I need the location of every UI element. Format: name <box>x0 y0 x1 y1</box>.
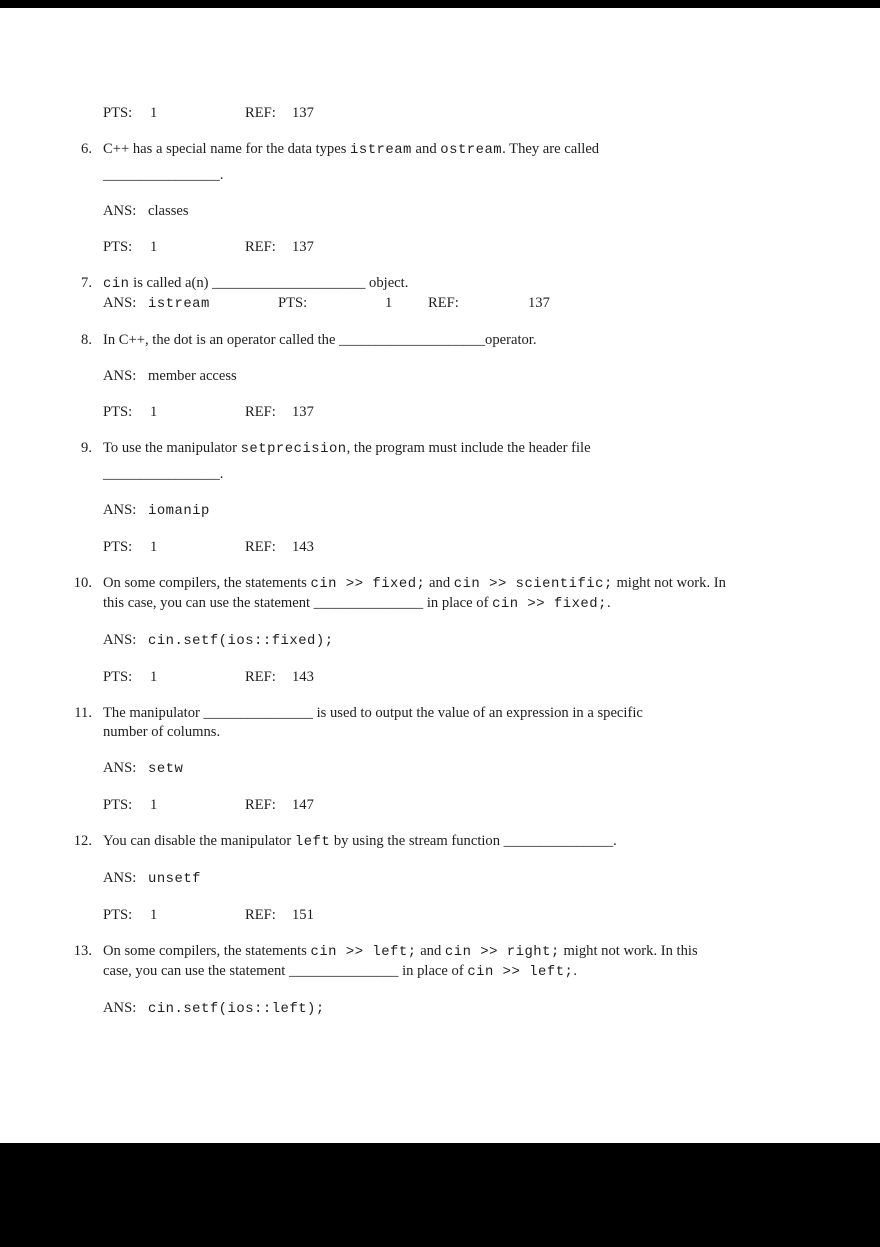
code-text-segment: cin >> left; <box>467 964 574 980</box>
code-text-segment: cin >> fixed; <box>492 596 607 612</box>
answer-value: setw <box>148 761 184 777</box>
answer-label: ANS: <box>103 502 137 518</box>
question-text-segment: number of columns. <box>103 724 221 740</box>
question-text-line <box>103 465 840 484</box>
ref-label: REF: <box>245 669 276 685</box>
question-text-line <box>103 140 840 160</box>
question-item <box>73 574 840 614</box>
question-text-segment: . <box>573 963 578 979</box>
question-text-segment: The manipulator _______________ is used to output the value of an expression in a specific <box>103 705 643 721</box>
question-text-segment: this case, you can use the statement _______________ in place of <box>103 595 493 611</box>
question-item <box>74 704 840 742</box>
answer-line <box>103 999 840 1019</box>
question-text-line <box>103 574 840 594</box>
ref-value: 147 <box>292 797 314 813</box>
ref-label: REF: <box>245 105 276 121</box>
pts-ref-line <box>103 796 840 815</box>
letterbox-bottom <box>0 1143 880 1247</box>
question-number: 11. <box>74 705 92 721</box>
question-text-segment: case, you can use the statement _______________ in place of <box>103 963 468 979</box>
question-text-line <box>103 942 840 962</box>
pts-value: 1 <box>150 907 158 923</box>
letterbox-top <box>0 0 880 8</box>
pts-value: 1 <box>385 295 393 311</box>
question-text-segment: by using the stream function _______________. <box>330 833 617 849</box>
answer-line <box>103 869 840 889</box>
ref-value: 143 <box>292 539 314 555</box>
question-item <box>73 832 840 852</box>
ref-label: REF: <box>245 907 276 923</box>
question-text-segment: ________________. <box>103 466 224 482</box>
ref-label: REF: <box>428 295 459 311</box>
code-text-segment: cin >> left; <box>310 944 417 960</box>
answer-value: classes <box>148 203 189 219</box>
question-text-segment: might not work. In this <box>559 943 698 959</box>
question-item <box>81 331 840 350</box>
pts-label: PTS: <box>278 295 308 311</box>
question-text-segment: and <box>416 943 445 959</box>
ref-value: 137 <box>292 105 314 121</box>
question-text-segment: and <box>411 141 441 157</box>
pts-label: PTS: <box>103 404 133 420</box>
code-text-segment: ostream <box>440 142 503 158</box>
question-text-segment: On some compilers, the statements <box>103 943 311 959</box>
pts-label: PTS: <box>103 669 133 685</box>
question-number: 9. <box>81 440 92 456</box>
question-text-line <box>103 704 840 723</box>
answer-line <box>103 631 840 651</box>
ref-value: 151 <box>292 907 314 923</box>
question-text-segment: . <box>606 595 611 611</box>
answer-label: ANS: <box>103 760 137 776</box>
question-number: 8. <box>81 332 92 348</box>
question-item <box>81 274 840 294</box>
answer-label: ANS: <box>103 368 137 384</box>
ref-label: REF: <box>245 797 276 813</box>
question-text-segment: C++ has a special name for the data types <box>103 141 351 157</box>
question-text-line <box>103 962 840 982</box>
answer-value: istream <box>148 296 210 312</box>
question-item <box>81 439 840 484</box>
question-text-line <box>103 166 840 185</box>
answer-value: iomanip <box>148 503 210 519</box>
code-text-segment: left <box>294 834 331 850</box>
answer-label: ANS: <box>103 632 137 648</box>
answer-label: ANS: <box>103 1000 137 1016</box>
question-text-segment: To use the manipulator <box>103 440 241 456</box>
answer-value: cin.setf(ios::left); <box>148 1001 325 1017</box>
answer-line <box>103 501 840 521</box>
ref-value: 137 <box>292 404 314 420</box>
ref-label: REF: <box>245 239 276 255</box>
pts-ref-line <box>103 403 840 422</box>
code-text-segment: cin >> fixed; <box>310 576 426 592</box>
pts-ref-line <box>103 668 840 687</box>
question-text-segment: might not work. In <box>612 575 726 591</box>
code-text-segment: cin <box>103 276 130 292</box>
ref-value: 137 <box>292 239 314 255</box>
pts-value: 1 <box>150 669 158 685</box>
code-text-segment: setprecision <box>240 441 347 457</box>
question-item <box>73 942 840 982</box>
code-text-segment: istream <box>350 142 412 158</box>
answer-value: unsetf <box>148 871 202 887</box>
ref-value: 143 <box>292 669 314 685</box>
question-item <box>81 140 840 185</box>
pts-ref-line <box>103 104 840 123</box>
question-text-segment: ________________. <box>103 167 224 183</box>
question-text-segment: On some compilers, the statements <box>103 575 311 591</box>
answer-value: member access <box>148 368 237 384</box>
question-number: 12. <box>73 833 92 849</box>
question-text-line <box>103 439 840 459</box>
pts-label: PTS: <box>103 539 133 555</box>
question-text-line <box>103 594 840 614</box>
ref-value: 137 <box>528 295 550 311</box>
question-text-line <box>103 274 840 294</box>
pts-ref-line <box>103 538 840 557</box>
question-text-segment: You can disable the manipulator <box>103 833 295 849</box>
pts-value: 1 <box>150 797 158 813</box>
question-number: 7. <box>81 275 92 291</box>
answer-label: ANS: <box>103 870 137 886</box>
pts-ref-line <box>103 906 840 925</box>
pts-value: 1 <box>150 539 158 555</box>
answer-line <box>103 367 840 386</box>
pts-value: 1 <box>150 239 158 255</box>
document-content <box>0 8 880 1019</box>
question-number: 10. <box>73 575 92 591</box>
question-number: 6. <box>81 141 92 157</box>
answer-pts-ref-line <box>103 294 840 314</box>
pts-value: 1 <box>150 105 158 121</box>
answer-line <box>103 202 840 221</box>
pts-label: PTS: <box>103 105 133 121</box>
question-text-line <box>103 331 840 350</box>
answer-label: ANS: <box>103 203 137 219</box>
question-text-segment: and <box>425 575 454 591</box>
pts-label: PTS: <box>103 907 133 923</box>
pts-value: 1 <box>150 404 158 420</box>
ref-label: REF: <box>245 404 276 420</box>
question-text-line <box>103 723 840 742</box>
question-text-line <box>103 832 840 852</box>
answer-value: cin.setf(ios::fixed); <box>148 633 334 649</box>
question-number: 13. <box>73 943 92 959</box>
question-text-segment: , the program must include the header file <box>346 440 591 456</box>
question-text-segment: is called a(n) _____________________ object. <box>129 275 409 291</box>
question-text-segment: In C++, the dot is an operator called the ____________________operator. <box>103 332 537 348</box>
answer-line <box>103 759 840 779</box>
pts-label: PTS: <box>103 239 133 255</box>
answer-label: ANS: <box>103 295 137 311</box>
pts-label: PTS: <box>103 797 133 813</box>
ref-label: REF: <box>245 539 276 555</box>
code-text-segment: cin >> scientific; <box>453 576 613 592</box>
question-text-segment: . They are called <box>502 141 600 157</box>
code-text-segment: cin >> right; <box>444 944 560 960</box>
pts-ref-line <box>103 238 840 257</box>
